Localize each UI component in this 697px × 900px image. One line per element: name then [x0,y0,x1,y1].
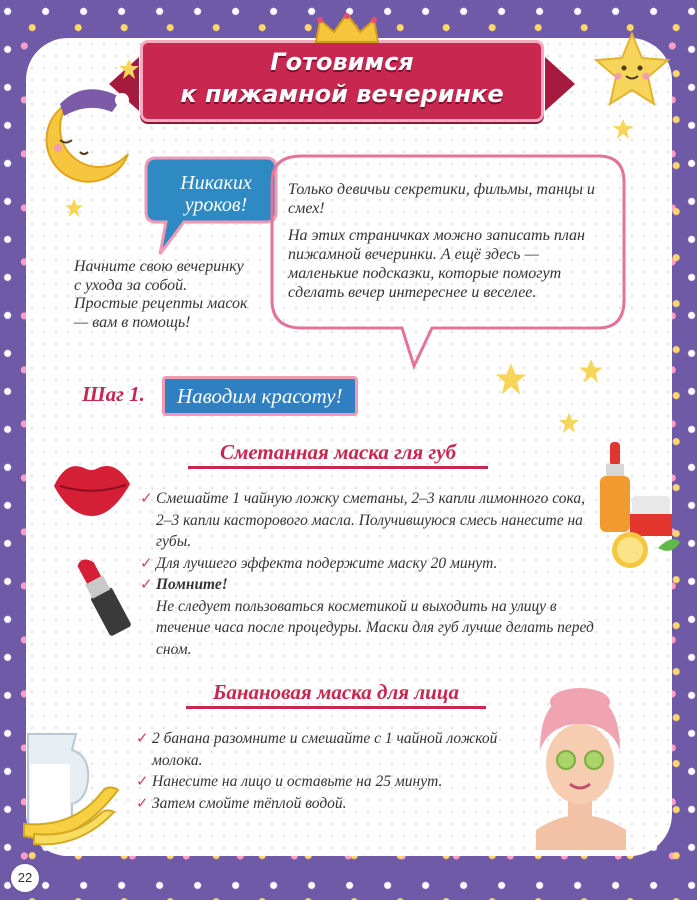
page-number: 22 [9,862,41,894]
list-item [136,771,536,793]
section-heading-text: Сметанная маска гля губ [219,440,457,464]
list-item-text: Затем смойте тёплой водой. [152,794,347,812]
bubble-paragraph-2: На этих страничках можно записать план пижамной вечеринки. А ещё здесь — маленькие подсказки, которые помогут сделать вечер интереснее и веселее. [288,227,585,301]
girl-face-mask-icon [522,680,640,850]
section-heading-banana-mask [186,680,486,709]
section-heading-lip-mask [188,440,488,469]
list-item [140,488,600,553]
star-icon [118,58,140,80]
list-item-text: Нанесите на лицо и оставьте на 25 минут. [152,773,443,790]
title-line-2: к пижамной вечеринке [180,80,504,108]
heading-underline [186,706,486,709]
intro-text: Начните свою вечеринку с ухода за собой. Простые рецепты масок — вам в помощь! [74,258,248,331]
list-item [136,793,536,815]
crown-icon [312,12,382,46]
check-icon: ✓ [140,489,153,507]
banana-mask-list [136,728,536,814]
list-item-text: Смешайте 1 чайную ложку сметаны, 2–3 капли лимонного сока, 2–3 капли касторового масла. Получившуюся смесь нанесите на губы. [156,490,585,550]
list-item-remember [140,574,600,660]
title-line-1: Готовимся [270,48,414,76]
star-icon [64,198,84,218]
check-icon: ✓ [140,575,153,593]
heading-underline [188,466,488,469]
list-item [136,728,536,771]
star-icon [558,412,580,434]
list-item [140,553,600,575]
check-icon: ✓ [140,553,153,572]
smiling-star-icon [592,30,672,110]
check-icon: ✓ [136,772,149,790]
remember-text: Не следует пользоваться косметикой и выходить на улицу в течение часа после процедуры. Маски для губ лучше делать перед сном. [156,597,594,658]
step-label: Шаг 1. [82,382,145,406]
remember-label: Помните! [156,576,228,593]
list-item-text: 2 банана разомните и смешайте с 1 чайной ложкой молока. [152,730,498,769]
check-icon: ✓ [136,729,149,747]
step-title: Наводим красоту! [162,376,358,416]
lip-mask-list [140,488,600,660]
lips-icon [50,456,134,520]
sleeping-moon-icon [30,82,140,192]
bubble-pink-text [288,180,598,310]
list-item-text: Для лучшего эффекта подержите маску 20 минут. [156,554,498,572]
check-icon: ✓ [136,793,149,812]
bubble-paragraph-1: Только девичьи секретики, фильмы, танцы и смех! [288,181,595,217]
page-title [140,46,544,110]
lipstick-icon [66,548,138,642]
star-icon [612,118,634,140]
bubble-blue-text: Никаких уроков! [180,172,252,216]
section-heading-text: Банановая маска для лица [213,680,459,704]
milk-jug-banana-icon [14,720,124,850]
serum-bottle-icon [596,438,682,576]
